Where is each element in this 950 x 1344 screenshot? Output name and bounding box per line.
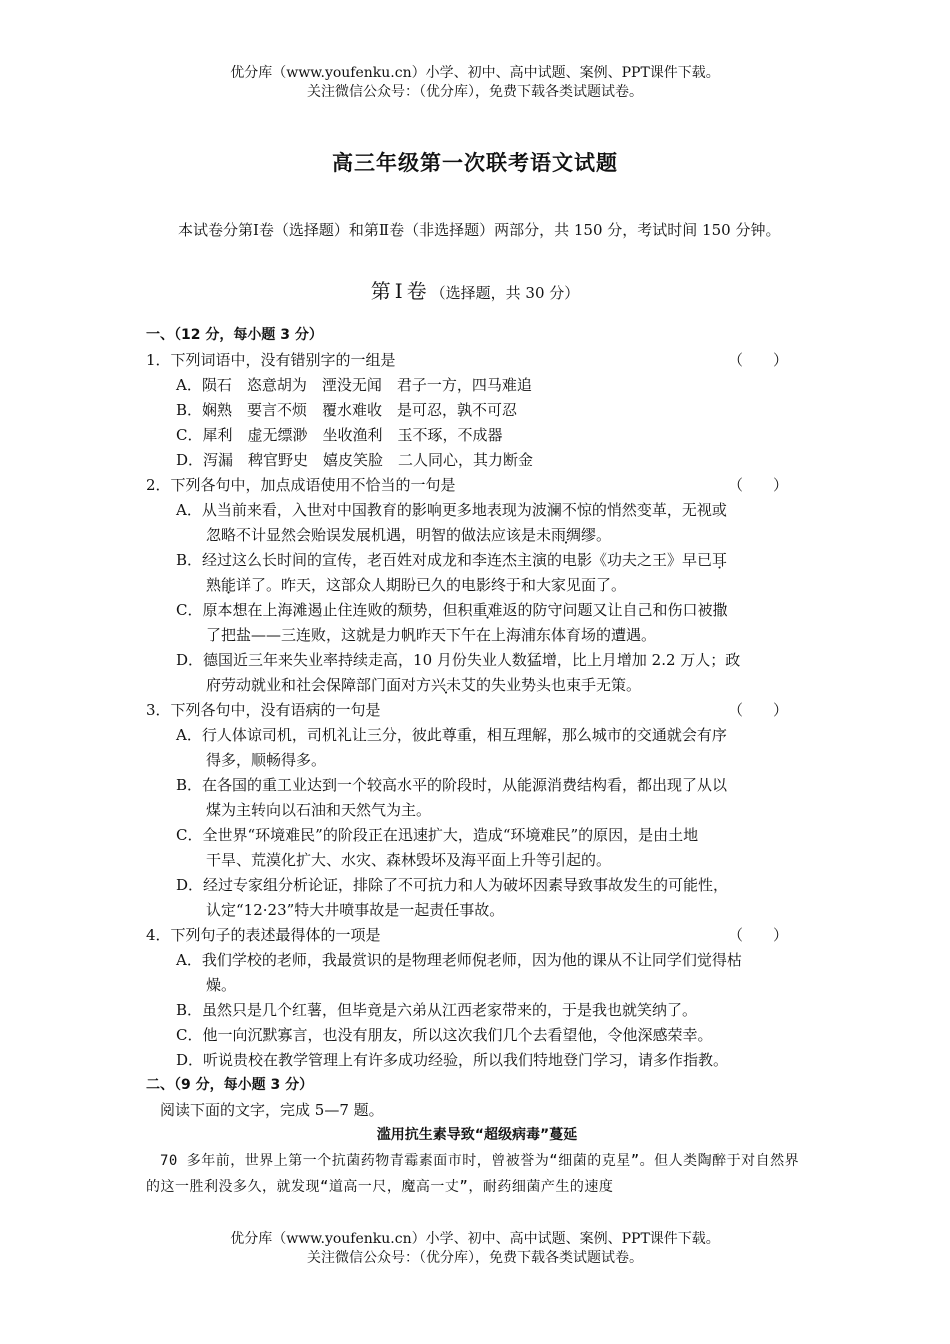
exam-body [146,323,808,1200]
section-2-heading: 二、（9 分，每小题 3 分） [146,1077,314,1093]
question-4-option-a-line-1: A．我们学校的老师，我最赏识的是物理老师倪老师，因为他的课从不让同学们觉得枯 [176,951,742,969]
question-2-option-b-line-2 [146,573,808,598]
question-2-option-c-line-2: 了把盐——三连败，这就是力帆昨天下午在上海浦东体育场的遭遇。 [206,626,657,644]
page-header [0,64,950,102]
question-3 [146,698,808,723]
question-2-option-b-line-1 [146,548,808,573]
question-4-answer-blank: （ ） [727,926,788,944]
question-1 [146,348,808,373]
question-4-stem: 4．下列句子的表述最得体的一项是 [146,926,381,944]
header-line-2: 关注微信公众号：（优分库），免费下载各类试题试卷。 [307,84,643,100]
text-run: 府劳动就业和社会保障部门面对 [206,676,417,694]
page-title: 高三年级第一次联考语文试题 [332,151,618,175]
footer-line-1: 优分库（www.youfenku.cn）小学、初中、高中试题、案例、PPT课件下载。 [230,1231,720,1247]
question-3-option-b-line-2: 煤为主转向以石油和天然气为主。 [206,801,432,819]
question-1-option-a: A．陨石 恣意胡为 湮没无闻 君子一方，四马难追 [176,376,532,394]
question-3-option-d-line-1: D．经过专家组分析论证，排除了不可抗力和人为破坏因素导致事故发生的可能性， [176,876,729,894]
article-title: 滥用抗生素导致“超级病毒”蔓延 [376,1127,578,1143]
question-1-answer-blank: （ ） [727,351,788,369]
reading-prompt: 阅读下面的文字，完成 5—7 题。 [160,1101,384,1119]
part-1-label: 第Ⅰ卷 [370,279,431,303]
question-1-option-b: B．娴熟 要言不烦 覆水难收 是可忍，孰不可忍 [176,401,518,419]
question-3-option-b-line-1: B．在各国的重工业达到一个较高水平的阶段时，从能源消费结构看，都出现了从以 [176,776,728,794]
dotted-idiom: 方兴未艾 [416,676,477,694]
text-run: 了。昨天，这部众人期盼已久的电影终于和大家见面了。 [251,576,627,594]
text-run: 忽略不计显然会贻误发展机遇，明智的做法应该是 [206,526,537,544]
part-1-heading [0,275,950,304]
question-3-option-d-line-2: 认定“12·23”特大井喷事故是一起责任事故。 [206,901,505,919]
dotted-idiom: 积重难返 [457,601,518,619]
article-paragraph-1: 70 多年前，世界上第一个抗菌药物青霉素面市时，曾被誉为“细菌的克星”。但人类陶醉于对自然界的这一胜利没多久，就发现“道高一尺，魔高一丈”，耐药细菌产生的速度 [146,1153,800,1195]
question-2-stem: 2．下列各句中，加点成语使用不恰当的一句是 [146,476,456,494]
question-2 [146,473,808,498]
question-3-option-a-line-2: 得多，顺畅得多。 [206,751,327,769]
section-1-heading: 一、（12 分，每小题 3 分） [146,327,323,343]
question-2-option-a-line-1: A．从当前来看，入世对中国教育的影响更多地表现为波澜不惊的悄然变革，无视或 [176,501,727,519]
text-run: 的防守问题又让自己和伤口被撒 [517,601,728,619]
question-2-option-a-line-2 [146,523,808,548]
text-run: B．经过这么长时间的宣传，老百姓对成龙和李连杰主演的电影《功夫之王》早已 [176,551,713,569]
question-2-option-d-line-1: D．德国近三年来失业率持续走高，10 月份失业人数猛增，比上月增加 2.2 万人；政 [176,651,741,669]
question-1-stem: 1．下列词语中，没有错别字的一组是 [146,351,396,369]
footer-line-2: 关注微信公众号：（优分库），免费下载各类试题试卷。 [307,1250,643,1266]
text-run: 。 [596,526,612,544]
question-1-option-c: C．犀利 虚无缥渺 坐收渔利 玉不琢，不成器 [176,426,503,444]
question-3-answer-blank: （ ） [727,701,788,719]
part-1-note: （选择题，共 30 分） [430,284,580,302]
dotted-idiom: 熟能详 [206,576,252,594]
question-3-option-c-line-2: 干旱、荒漠化扩大、水灾、森林毁坏及海平面上升等引起的。 [206,851,612,869]
question-3-stem: 3．下列各句中，没有语病的一句是 [146,701,381,719]
text-run: 的失业势头也束手无策。 [476,676,642,694]
text-run: C．原本想在上海滩遏止住连败的颓势，但 [176,601,458,619]
page-footer [0,1230,950,1268]
question-4-option-a-line-2: 燥。 [206,976,237,994]
question-4-option-c: C．他一向沉默寡言，也没有朋友，所以这次我们几个去看望他，令他深感荣幸。 [176,1026,713,1044]
question-4-option-b: B．虽然只是几个红薯，但毕竟是六弟从江西老家带来的，于是我也就笑纳了。 [176,1001,698,1019]
question-2-option-c-line-1 [146,598,808,623]
question-4-option-d: D．听说贵校在教学管理上有许多成功经验，所以我们特地登门学习，请多作指教。 [176,1051,729,1069]
question-2-answer-blank: （ ） [727,476,788,494]
exam-intro: 本试卷分第Ⅰ卷（选择题）和第Ⅱ卷（非选择题）两部分，共 150 分，考试时间 150 分钟。 [178,221,781,239]
question-3-option-a-line-1: A．行人体谅司机，司机礼让三分，彼此尊重，相互理解，那么城市的交通就会有序 [176,726,727,744]
dotted-idiom: 耳 [712,551,728,569]
question-1-option-d: D．泻漏 稗官野史 嬉皮笑脸 二人同心，其力断金 [176,451,534,469]
question-3-option-c-line-1: C．全世界“环境难民”的阶段正在迅速扩大，造成“环境难民”的原因，是由土地 [176,826,699,844]
dotted-idiom: 未雨绸缪 [536,526,597,544]
question-2-option-d-line-2 [146,673,808,698]
question-4 [146,923,808,948]
header-line-1: 优分库（www.youfenku.cn）小学、初中、高中试题、案例、PPT课件下载。 [230,65,720,81]
